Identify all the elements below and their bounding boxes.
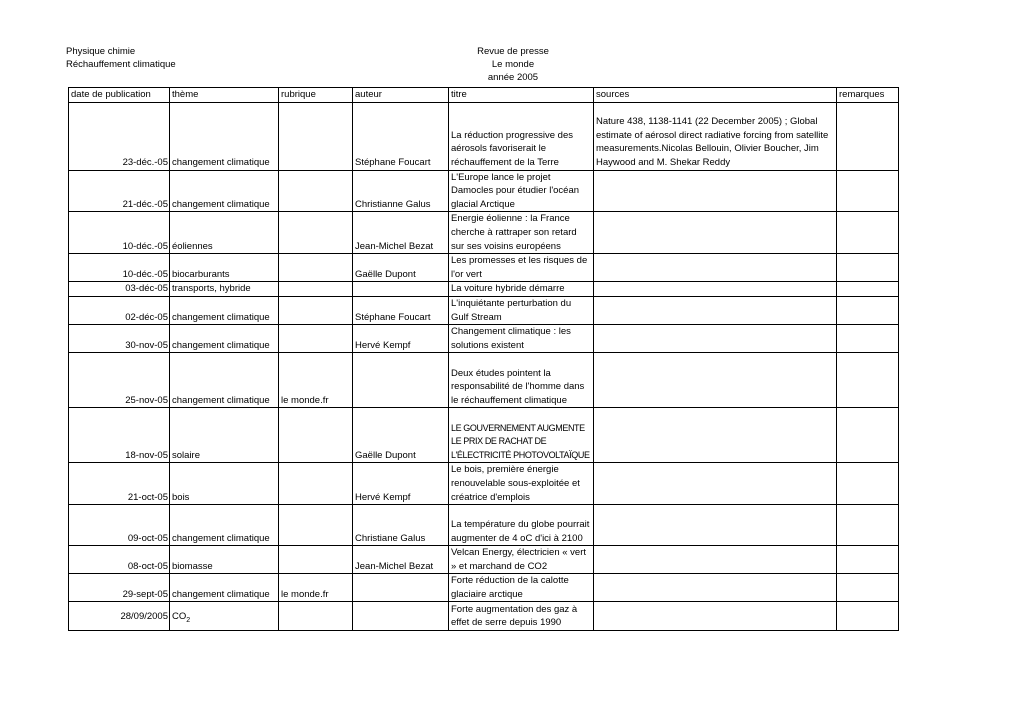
- table-row: [69, 212, 899, 254]
- theme-cell: biocarburants: [170, 254, 279, 282]
- titre-cell: LE GOUVERNEMENT AUGMENTE LE PRIX DE RACHAT DE L'ÉLECTRICITÉ PHOTOVOLTAÏQUE: [449, 408, 594, 463]
- auteur-cell: Gaëlle Dupont: [353, 408, 449, 463]
- date-cell: 08-oct-05: [69, 546, 170, 574]
- remarques-cell: [837, 353, 899, 408]
- date-cell: 28/09/2005: [69, 602, 170, 631]
- rubrique-cell: [279, 325, 353, 353]
- table-row: [69, 102, 899, 170]
- rubrique-cell: [279, 170, 353, 212]
- table-row: [69, 408, 899, 463]
- theme-co2-main: CO: [172, 610, 187, 622]
- theme-cell: changement climatique: [170, 574, 279, 602]
- remarques-cell: [837, 505, 899, 546]
- theme-cell: bois: [170, 463, 279, 505]
- auteur-cell: Gaëlle Dupont: [353, 254, 449, 282]
- remarques-cell: [837, 574, 899, 602]
- remarques-cell: [837, 408, 899, 463]
- date-cell: 10-déc.-05: [69, 212, 170, 254]
- col-header-date: date de publication: [69, 88, 170, 103]
- sources-cell: [594, 408, 837, 463]
- date-cell: 02-déc-05: [69, 296, 170, 324]
- auteur-cell: Stéphane Foucart: [353, 102, 449, 170]
- col-header-sources: sources: [594, 88, 837, 103]
- auteur-cell: Hervé Kempf: [353, 463, 449, 505]
- rubrique-cell: [279, 602, 353, 631]
- table-row: [69, 254, 899, 282]
- titre-cell: Changement climatique : les solutions existent: [449, 325, 594, 353]
- theme-cell: solaire: [170, 408, 279, 463]
- remarques-cell: [837, 170, 899, 212]
- col-header-auteur: auteur: [353, 88, 449, 103]
- rubrique-cell: [279, 463, 353, 505]
- titre-cell: La réduction progressive des aérosols favoriserait le réchauffement de la Terre: [449, 102, 594, 170]
- rubrique-cell: [279, 254, 353, 282]
- table-row: [69, 296, 899, 324]
- titre-cell: Energie éolienne : la France cherche à rattraper son retard sur ses voisins européens: [449, 212, 594, 254]
- subject-label: Physique chimie: [66, 46, 136, 57]
- sources-cell: [594, 546, 837, 574]
- date-cell: 09-oct-05: [69, 505, 170, 546]
- table-header-row: [69, 88, 899, 103]
- rubrique-cell: [279, 505, 353, 546]
- auteur-cell: [353, 353, 449, 408]
- theme-cell: changement climatique: [170, 296, 279, 324]
- remarques-cell: [837, 282, 899, 297]
- date-cell: 10-déc.-05: [69, 254, 170, 282]
- theme-cell: biomasse: [170, 546, 279, 574]
- titre-cell: La température du globe pourrait augmenter de 4 oC d'ici à 2100: [449, 505, 594, 546]
- remarques-cell: [837, 325, 899, 353]
- year-label: année 2005: [487, 72, 539, 83]
- table-row: [69, 546, 899, 574]
- auteur-cell: Jean-Michel Bezat: [353, 546, 449, 574]
- col-header-remarques: remarques: [837, 88, 899, 103]
- titre-cell: Deux études pointent la responsabilité de l'homme dans le réchauffement climatique: [449, 353, 594, 408]
- document-header-left: [66, 45, 176, 71]
- table-row: [69, 353, 899, 408]
- titre-cell: La voiture hybride démarre: [449, 282, 594, 297]
- date-cell: 23-déc.-05: [69, 102, 170, 170]
- sources-cell: Nature 438, 1138-1141 (22 December 2005) ; Global estimate of aérosol direct radiative forcing from satellite measurements.Nicolas Bellouin, Olivier Boucher, Jim Haywood and M. Shekar Reddy: [594, 102, 837, 170]
- theme-cell: changement climatique: [170, 353, 279, 408]
- col-header-rubrique: rubrique: [279, 88, 353, 103]
- theme-cell: éoliennes: [170, 212, 279, 254]
- rubrique-cell: [279, 408, 353, 463]
- theme-cell: changement climatique: [170, 102, 279, 170]
- theme-cell: changement climatique: [170, 325, 279, 353]
- date-cell: 03-déc-05: [69, 282, 170, 297]
- date-cell: 29-sept-05: [69, 574, 170, 602]
- sources-cell: [594, 574, 837, 602]
- sources-cell: [594, 463, 837, 505]
- table-row: [69, 325, 899, 353]
- press-review-table: [68, 87, 899, 631]
- auteur-cell: [353, 602, 449, 631]
- rubrique-cell: [279, 282, 353, 297]
- table-row: [69, 282, 899, 297]
- document-header-center: [468, 45, 558, 84]
- rubrique-cell: [279, 212, 353, 254]
- auteur-cell: [353, 574, 449, 602]
- rubrique-cell: le monde.fr: [279, 353, 353, 408]
- newspaper-name: Le monde: [491, 59, 535, 70]
- topic-label: Réchauffement climatique: [66, 59, 176, 70]
- sources-cell: [594, 353, 837, 408]
- date-cell: 25-nov-05: [69, 353, 170, 408]
- auteur-cell: Jean-Michel Bezat: [353, 212, 449, 254]
- theme-co2-subscript: 2: [186, 616, 191, 624]
- titre-cell: Velcan Energy, électricien « vert » et marchand de CO2: [449, 546, 594, 574]
- remarques-cell: [837, 463, 899, 505]
- titre-cell: Forte augmentation des gaz à effet de serre depuis 1990: [449, 602, 594, 631]
- theme-cell: changement climatique: [170, 505, 279, 546]
- date-cell: 30-nov-05: [69, 325, 170, 353]
- remarques-cell: [837, 602, 899, 631]
- date-cell: 21-oct-05: [69, 463, 170, 505]
- rubrique-cell: [279, 546, 353, 574]
- sources-cell: [594, 254, 837, 282]
- theme-cell: [170, 602, 279, 631]
- sources-cell: [594, 325, 837, 353]
- remarques-cell: [837, 546, 899, 574]
- auteur-cell: Christianne Galus: [353, 170, 449, 212]
- auteur-cell: Christiane Galus: [353, 505, 449, 546]
- table-row: [69, 170, 899, 212]
- sources-cell: [594, 505, 837, 546]
- date-cell: 18-nov-05: [69, 408, 170, 463]
- rubrique-cell: [279, 102, 353, 170]
- sources-cell: [594, 602, 837, 631]
- remarques-cell: [837, 212, 899, 254]
- theme-cell: changement climatique: [170, 170, 279, 212]
- remarques-cell: [837, 296, 899, 324]
- titre-cell: L'Europe lance le projet Damocles pour étudier l'océan glacial Arctique: [449, 170, 594, 212]
- table-row: [69, 574, 899, 602]
- table-row: [69, 602, 899, 631]
- sources-cell: [594, 170, 837, 212]
- auteur-cell: Stéphane Foucart: [353, 296, 449, 324]
- table-row: [69, 505, 899, 546]
- titre-cell: L'inquiétante perturbation du Gulf Stream: [449, 296, 594, 324]
- date-cell: 21-déc.-05: [69, 170, 170, 212]
- col-header-titre: titre: [449, 88, 594, 103]
- sources-cell: [594, 212, 837, 254]
- rubrique-cell: le monde.fr: [279, 574, 353, 602]
- theme-cell: transports, hybride: [170, 282, 279, 297]
- auteur-cell: Hervé Kempf: [353, 325, 449, 353]
- auteur-cell: [353, 282, 449, 297]
- rubrique-cell: [279, 296, 353, 324]
- remarques-cell: [837, 102, 899, 170]
- sources-cell: [594, 282, 837, 297]
- col-header-theme: thème: [170, 88, 279, 103]
- document-title: Revue de presse: [477, 46, 549, 57]
- titre-cell: Forte réduction de la calotte glaciaire arctique: [449, 574, 594, 602]
- sources-cell: [594, 296, 837, 324]
- table-row: [69, 463, 899, 505]
- titre-cell: Les promesses et les risques de l'or vert: [449, 254, 594, 282]
- remarques-cell: [837, 254, 899, 282]
- titre-cell: Le bois, première énergie renouvelable sous-exploitée et créatrice d'emplois: [449, 463, 594, 505]
